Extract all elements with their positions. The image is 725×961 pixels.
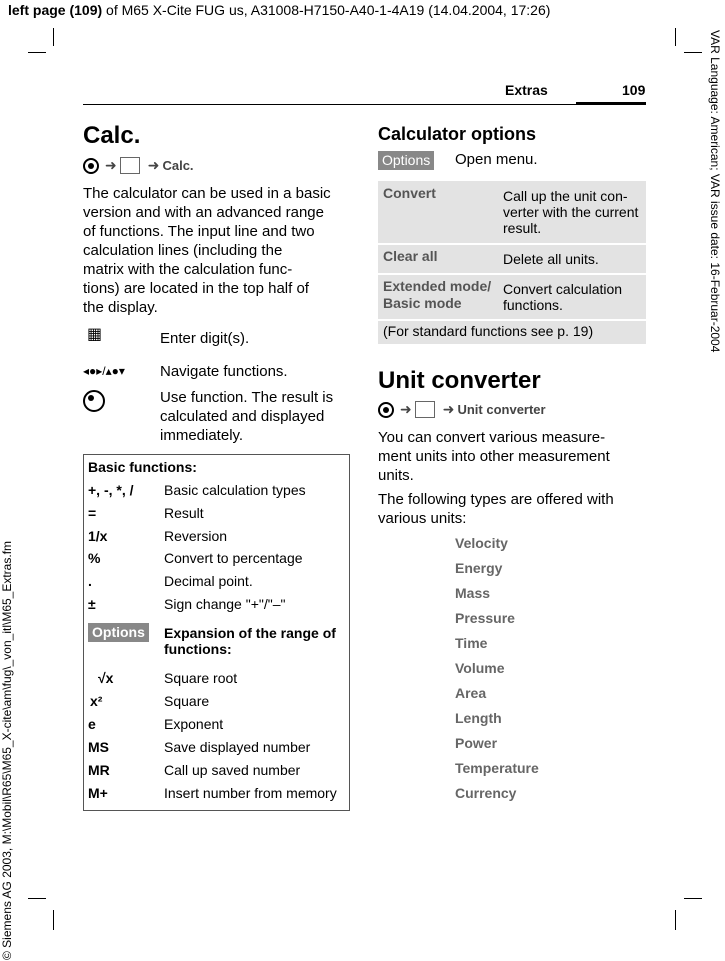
- options-open-row: [378, 151, 538, 170]
- crop-mark: [684, 898, 702, 899]
- calc-options-title: Calculator options: [378, 124, 537, 144]
- document-header: [8, 2, 550, 18]
- crop-mark: [53, 910, 54, 930]
- row-value: Square root: [164, 670, 238, 686]
- square-icon: x²: [90, 693, 103, 709]
- row-key: [383, 278, 491, 312]
- text-line: tions) are located in the top half of: [83, 280, 309, 297]
- row-key: M+: [88, 785, 108, 801]
- unit-converter-path-label: Unit converter: [457, 402, 546, 417]
- text-line: of functions. The input line and two: [83, 223, 315, 240]
- calc-description: [83, 184, 331, 317]
- navigation-key-icon: ◂●▸/▴●▾: [83, 364, 125, 378]
- calc-path-label: Calc.: [162, 158, 194, 173]
- list-item: Power: [455, 735, 498, 751]
- text-line: calculation lines (including the: [83, 242, 283, 259]
- list-item: Time: [455, 635, 488, 651]
- row-value: [503, 281, 622, 313]
- arrow-icon: ➜: [105, 157, 117, 173]
- list-item: Area: [455, 685, 487, 701]
- options-description: [164, 625, 336, 657]
- arrow-icon: ➜: [400, 401, 412, 417]
- row-value: Delete all units.: [503, 251, 599, 267]
- crop-mark: [684, 52, 702, 53]
- unit-converter-title: Unit converter: [378, 367, 541, 394]
- text-line: matrix with the calculation func-: [83, 261, 293, 278]
- page-number: 109: [622, 82, 646, 98]
- text-line: the display.: [83, 299, 158, 316]
- header-doc-info: of M65 X-Cite FUG us, A31008-H7150-A40-1-4A19 (14.04.2004, 17:26): [102, 2, 551, 18]
- row-value: Exponent: [164, 716, 224, 732]
- calc-menu-path: [83, 157, 194, 174]
- keypad-icon: ▦: [87, 326, 103, 343]
- row-key: +, -, *, /: [88, 482, 134, 498]
- footnote: (For standard functions see p. 19): [383, 323, 594, 339]
- crop-mark: [28, 898, 46, 899]
- instruction-text: [160, 388, 333, 445]
- list-item: Volume: [455, 660, 505, 676]
- center-key-icon: [83, 158, 99, 174]
- text-line: Convert calculation: [503, 281, 623, 297]
- running-head: Extras: [505, 82, 548, 98]
- list-item: Length: [455, 710, 502, 726]
- row-key: ±: [88, 596, 96, 612]
- text-line: units.: [378, 467, 414, 484]
- row-value: [503, 188, 643, 236]
- text-line: verter with the current: [503, 204, 639, 220]
- arrow-icon: ➜: [147, 157, 160, 173]
- text-line: Basic mode: [383, 295, 462, 311]
- text-line: You can convert various measure-: [378, 429, 606, 446]
- list-item: Mass: [455, 585, 491, 601]
- square-root-icon: √x: [98, 670, 114, 686]
- text-line: functions:: [164, 641, 232, 657]
- row-value: Convert to percentage: [164, 550, 303, 566]
- row-key: Clear all: [383, 248, 438, 264]
- side-note-right: [704, 30, 725, 550]
- instruction-text: Enter digit(s).: [160, 330, 250, 347]
- basic-functions-table: [83, 454, 350, 811]
- text-line: calculated and displayed: [160, 408, 325, 425]
- text-line: Call up the unit con-: [503, 188, 628, 204]
- side-note-right-text: VAR Language: American; VAR issue date: 16-Februar-2004: [708, 30, 722, 353]
- text-line: various units:: [378, 510, 467, 527]
- unit-type-list: [455, 535, 539, 810]
- list-item: Energy: [455, 560, 503, 576]
- row-key: Convert: [383, 185, 436, 201]
- table-row: [378, 181, 646, 243]
- options-softkey[interactable]: Options: [88, 623, 149, 642]
- text-line: functions.: [503, 297, 563, 313]
- center-key-icon: [83, 390, 105, 417]
- row-value: Result: [164, 505, 204, 521]
- row-value: Call up saved number: [164, 762, 301, 778]
- row-value: Decimal point.: [164, 573, 253, 589]
- header-page-ref: left page (109): [8, 2, 103, 18]
- row-value: Reversion: [164, 528, 228, 544]
- row-key: =: [88, 505, 97, 521]
- row-value: Save displayed number: [164, 739, 311, 755]
- table-footnote-row: [378, 321, 646, 344]
- crop-mark: [53, 28, 54, 46]
- instruction-text: Navigate functions.: [160, 363, 288, 380]
- row-key: 1/x: [88, 528, 108, 544]
- text-line: ment units into other measurement: [378, 448, 610, 465]
- row-key: MS: [88, 739, 109, 755]
- text-line: Use function. The result is: [160, 389, 334, 406]
- text-line: The following types are offered with: [378, 491, 614, 508]
- row-key: MR: [88, 762, 110, 778]
- row-key: %: [88, 550, 101, 566]
- row-value: Sign change "+"/"–": [164, 596, 286, 612]
- side-note-left: [0, 460, 20, 960]
- crop-mark: [675, 910, 676, 930]
- text-line: immediately.: [160, 427, 244, 444]
- text-line: Extended mode/: [383, 278, 492, 294]
- row-key: e: [88, 716, 96, 732]
- text-line: The calculator can be used in a basic: [83, 185, 331, 202]
- table-row: [378, 275, 646, 319]
- row-value: Basic calculation types: [164, 482, 306, 498]
- list-item: Pressure: [455, 610, 515, 626]
- list-item: Temperature: [455, 760, 539, 776]
- header-rule-thick: [576, 102, 646, 105]
- center-key-icon: [378, 402, 394, 418]
- calc-title: Calc.: [83, 122, 141, 149]
- open-menu-text: Open menu.: [455, 151, 538, 168]
- options-softkey[interactable]: Options: [378, 151, 434, 170]
- header-rule: [83, 104, 646, 105]
- list-item: Velocity: [455, 535, 508, 551]
- unit-converter-description: [378, 428, 610, 485]
- side-note-left-text: © Siemens AG 2003, M:\Mobil\R65\M65_X-cite\am\fug\_von_itl\M65_Extras.fm: [0, 540, 14, 960]
- row-key: .: [88, 573, 92, 589]
- text-line: Expansion of the range of: [164, 625, 336, 641]
- row-value: Insert number from memory: [164, 785, 337, 801]
- table-row: [378, 245, 646, 273]
- crop-mark: [28, 52, 46, 53]
- list-item: Currency: [455, 785, 517, 801]
- row-value: Square: [164, 693, 210, 709]
- crop-mark: [675, 28, 676, 46]
- arrow-icon: ➜: [442, 401, 455, 417]
- unit-types-intro: [378, 490, 614, 528]
- unit-converter-menu-path: [378, 401, 546, 418]
- extras-menu-icon: [120, 157, 140, 174]
- extras-menu-icon: [415, 401, 435, 418]
- table-heading: Basic functions:: [88, 459, 197, 475]
- text-line: version and with an advanced range: [83, 204, 324, 221]
- text-line: result.: [503, 220, 542, 236]
